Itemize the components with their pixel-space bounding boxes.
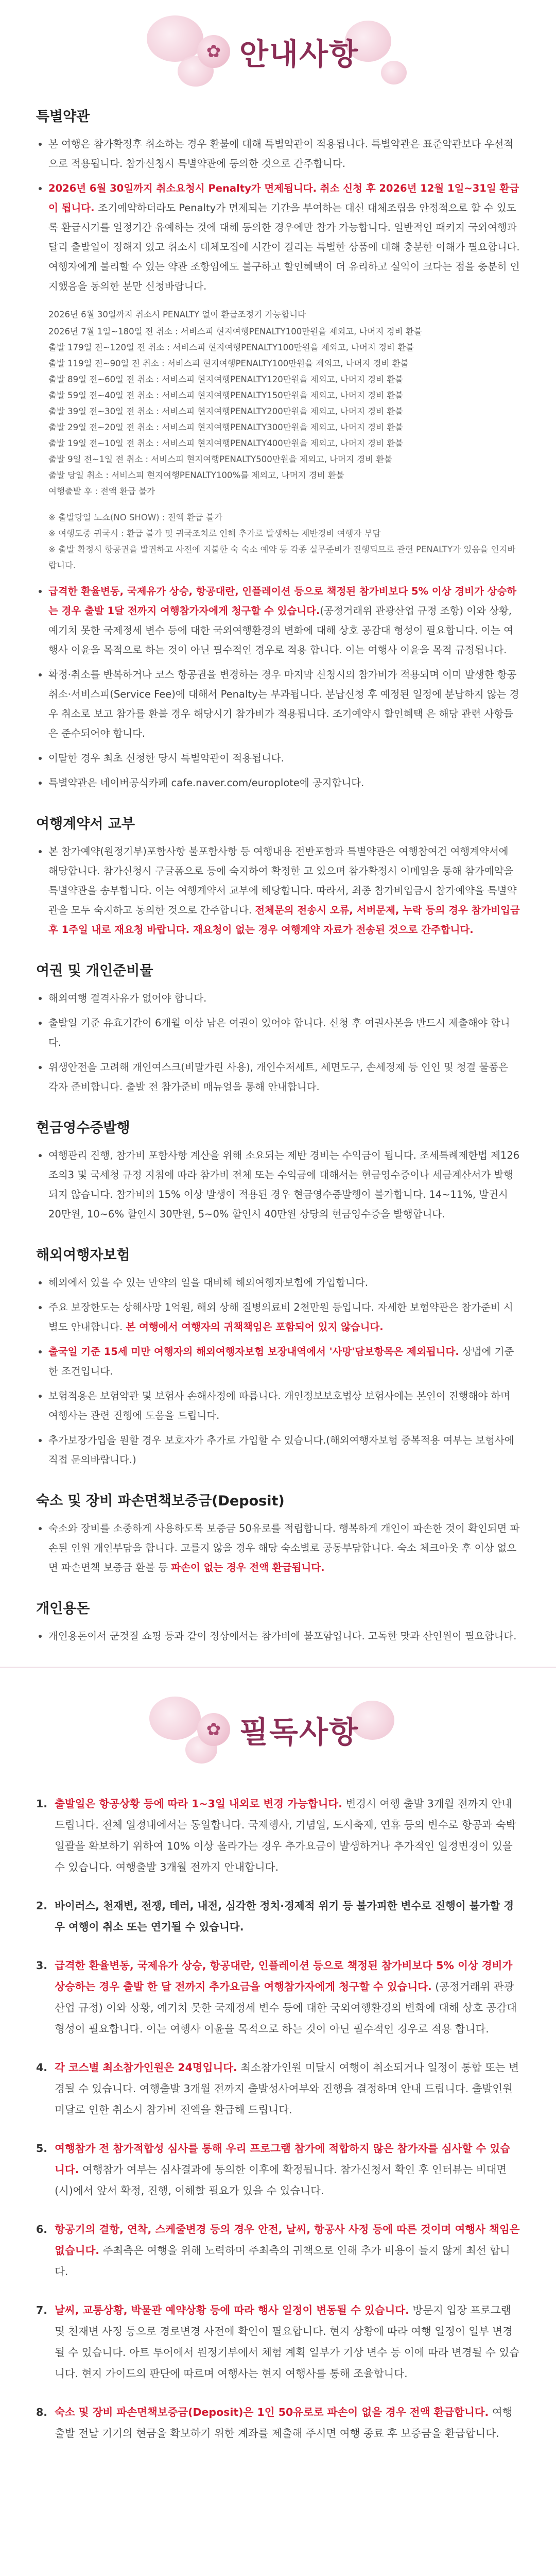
item-number: 8. (36, 2406, 48, 2418)
penalty-row: 출발 179일 전~120일 전 취소 : 서비스피 현지여행PENALTY100만원을 제외고, 나머지 경비 환불 (48, 343, 414, 352)
penalty-row: 출발 29일 전~20일 전 취소 : 서비스피 현지여행PENALTY300만원을 제외고, 나머지 경비 환불 (48, 422, 404, 432)
list-item: • 위생안전을 고려해 개인여스크(비말가린 사용), 개인수저세트, 세면도구, 손세정제 등 인인 및 청결 물품은 각자 준비합니다. 출발 전 참가준비 매뉴얼을 통해 안내합니다. (48, 1058, 520, 1097)
penalty-row: 출발 19일 전~10일 전 취소 : 서비스피 현지여행PENALTY400만원을 제외고, 나머지 경비 환불 (48, 438, 404, 448)
emphasis-text: 출발일은 항공상황 등에 따라 1~3일 내외로 변경 가능합니다. (55, 1798, 342, 1810)
body-text: 여행참가 여부는 심사결과에 동의한 이후에 확정됩니다. 참가신청서 확인 후 인터뷰는 비대면(시)에서 앞서 확정, 진행, 이해할 필요가 있을 수 있습니다. (55, 2163, 507, 2197)
emphasis-text: 각 코스별 최소참가인원은 24명입니다. (55, 2061, 237, 2074)
body-text: 방문지 입장 프로그램 및 천재변 사정 등으로 경로변경 사전에 확인이 필요합니다. 현지 상황에 따라 여행 일정이 일부 변경될 수 있습니다. 아트 투어에서 원정기부에서 체험 계획 일부가 기상 변수 등 이에 따라 변경될 수 있습니다. 현지 가이드의 판단에 따르며 여행사는 현지 여행사를 통해 조율합니다. (55, 2304, 519, 2380)
section-header-must-read (0, 1678, 556, 1781)
body-text: 본 참가예약(원정기부)포함사항 불포함사항 등 여행내용 전반포함과 특별약관은 여행참여건 여행계약서에 해당합니다. 참가신청시 구글폼으로 등에 숙지하여 확정한 고 있으며 참가확정시 이메일을 통해 참가예약을 특별약관을 송부합니다. 이는 여행계약서 교부에 해당합니다. 따라서, 최종 참가비입금시 참가예약을 특별약관을 모두 숙지하고 동의한 것으로 간주합니다. (48, 845, 517, 916)
list-item (36, 2057, 520, 2121)
list-item: • 해외에서 있을 수 있는 만약의 일을 대비해 해외여행자보험에 가입합니다. (48, 1273, 520, 1293)
list-item (48, 1519, 520, 1578)
section-divider (0, 1667, 556, 1668)
item-number: 1. (36, 1798, 48, 1810)
emphasis-text: 급격한 환율변동, 국제유가 상승, 항공대란, 인플레이션 등으로 책정된 참가비보다 5% 이상 경비가 상승하는 경우 출발 1달 전까지 여행참가자에게 청구할 수 있습니다. (48, 585, 517, 617)
body-text: 여행 출발 전날 기기의 현금을 확보하기 위한 계좌를 제출해 주시면 여행 종료 후 보증금을 환급합니다. (55, 2406, 513, 2439)
list-item (48, 1298, 520, 1337)
note-line: ※ 출발 확정시 항공권을 발권하고 사전에 지불한 숙 숙소 예약 등 각종 실무준비가 진행되므로 관련 PENALTY가 있음을 인지바랍니다. (48, 545, 516, 570)
item-number: 5. (36, 2142, 48, 2155)
emphasis-text: 파손이 없는 경우 전액 환급됩니다. (171, 1562, 325, 1573)
bullet-list (36, 134, 520, 296)
category-title: 해외여행자보험 (36, 1247, 130, 1263)
list-item: • 확정·취소를 반복하거나 코스 항공권을 변경하는 경우 마지막 신청시의 참가비가 적용되며 이미 발생한 항공취소·서비스피(Service Fee)에 대해서 Penalty는 부과됩니다. 분납신청 후 예정된 일정에 분납하지 않는 경우 취소로 보고 참가를 환불 경우 해당시기 참가비가 적용됩니다. 조기예약시 할인혜택 은 해당 관련 사항들은 준수되어야 합니다. (48, 665, 520, 743)
body-text: (공정거래위 관광산업 규정 조항) 이와 상황, 예기치 못한 국제정세 변수 등에 대한 국외여행환경의 변화에 대해 상호 공감대 형성이 필요합니다. 이는 여행사 이윤을 목적으로 하는 것이 아닌 필수적인 경우로 적용 합니다. 이는 여행사 이윤을 목적 규정됩니다. (48, 605, 513, 656)
penalty-row: 출발 59일 전~40일 전 취소 : 서비스피 현지여행PENALTY150만원을 제외고, 나머지 경비 환불 (48, 391, 404, 400)
petal-decoration (381, 61, 407, 84)
body-text: 최소참가인원 미달시 여행이 취소되거나 일정이 통합 또는 변경될 수 있습니다. 여행출발 3개월 전까지 출발성사여부와 진행을 결정하며 안내 드립니다. 출발인원 미달로 인한 취소시 참가비 전액을 환급해 드립니다. (55, 2061, 519, 2116)
category-title: 여행계약서 교부 (36, 816, 135, 832)
penalty-row: 출발 당일 취소 : 서비스피 현지여행PENALTY100%를 제외고, 나머지 경비 환불 (48, 470, 344, 480)
penalty-row: 2026년 7월 1일~180일 전 취소 : 서비스피 현지여행PENALTY100만원을 제외고, 나머지 경비 환불 (48, 327, 422, 336)
list-item (36, 2219, 520, 2282)
body-text: 조기예약하더라도 Penalty가 면제되는 기간을 부여하는 대신 대체조립을 안정적으로 할 수 있도록 환급시기를 일정기간 유예하는 것에 대해 동의한 경우에만 참가 가능합니다. 일반적인 패키지 국외여행과 달리 출발일이 정해져 있고 취소시 대체모집에 시간이 걸리는 특별한 상품에 대해 충분한 이해가 필요합니다. 여행자에게 불리할 수 있는 약관 조항임에도 불구하고 할인혜택이 더 유리하고 실익이 크다는 점을 충분히 인지했음을 동의한 분만 신청바랍니다. (48, 202, 520, 292)
emphasis-text: 항공기의 결항, 연착, 스케줄변경 등의 경우 안전, 날씨, 항공사 사정 등에 따른 것이며 여행사 책임은 없습니다. (55, 2223, 520, 2257)
emphasis-text: 본 여행에서 여행자의 귀책책임은 포함되어 있지 않습니다. (126, 1321, 384, 1333)
emphasis-text: 2026년 6월 30일까지 취소요청시 Penalty가 면제됩니다. 취소 신청 후 2026년 12월 1일~31일 환급이 됩니다. (48, 182, 519, 214)
list-item (36, 2402, 520, 2444)
item-number: 6. (36, 2223, 48, 2235)
list-item: • 해외여행 결격사유가 없어야 합니다. (48, 989, 520, 1008)
note-line: ※ 여행도중 귀국시 : 환급 불가 및 귀국조치로 인해 추가로 발생하는 제반경비 여행자 부담 (48, 529, 381, 538)
section-title: 안내사항 (239, 37, 359, 72)
emphasis-text: 전체문의 전송시 오류, 서버문제, 누락 등의 경우 참가비입금 후 1주일 내로 재요청 바랍니다. 재요청이 없는 경우 여행계약 자료가 전송된 것으로 간주합니다. (48, 904, 520, 936)
penalty-table-head: 2026년 6월 30일까지 취소시 PENALTY 없이 환급조정기 가능합니다 (48, 310, 306, 319)
body-text: (공정거래위 관광산업 규정) 이와 상황, 예기치 못한 국제정세 변수 등에 대한 국외여행환경의 변화에 대해 상호 공감대 형성이 필요합니다. 이는 여행사 이윤을 목적으로 하는 것이 아닌 필수적인 경우로 적용 합니다. (55, 1980, 517, 2035)
emphasis-text: 출국일 기준 15세 미만 여행자의 해외여행자보험 보장내역에서 '사망'담보항목은 제외됩니다. (48, 1346, 459, 1358)
category-title: 특별약관 (36, 109, 90, 125)
petal-decoration (147, 15, 203, 62)
item-number: 7. (36, 2304, 48, 2316)
emphasis-text: 여행참가 전 참가적합성 심사를 통해 우리 프로그램 참가에 적합하지 않은 참가자를 심사할 수 있습니다. (55, 2142, 510, 2176)
item-number: 2. (36, 1900, 48, 1912)
bullet-list (36, 1146, 520, 1224)
item-number: 3. (36, 1959, 48, 1972)
emphasis-text: 숙소 및 장비 파손면책보증금(Deposit)은 1인 50유로로 파손이 없을 경우 전액 환급합니다. (55, 2406, 489, 2418)
emphasis-text: 바이러스, 천재변, 전쟁, 테러, 내전, 심각한 정치·경제적 위기 등 불가피한 변수로 진행이 불가할 경우 여행이 취소 또는 연기될 수 있습니다. (55, 1900, 514, 1933)
bullet-list (36, 842, 520, 940)
list-item (48, 582, 520, 660)
category-title: 여권 및 개인준비물 (36, 963, 153, 979)
list-item (48, 1342, 520, 1381)
category-title: 숙소 및 장비 파손면책보증금(Deposit) (36, 1493, 285, 1509)
notice-content (0, 105, 556, 1646)
list-item (36, 1895, 520, 1938)
list-item: • 본 여행은 참가확정후 취소하는 경우 환불에 대해 특별약관이 적용됩니다. 특별약관은 표준약관보다 우선적으로 적용됩니다. 참가신청시 특별약관에 동의한 것으로 간주합니다. (48, 134, 520, 174)
emphasis-text: 날씨, 교통상황, 박물관 예약상황 등에 따라 행사 일정이 변동될 수 있습니다. (55, 2304, 409, 2316)
bullet-list (36, 1519, 520, 1578)
section-title: 필독사항 (239, 1715, 359, 1750)
list-item: • 개인용돈이서 군것질 쇼핑 등과 같이 정상에서는 참가비에 불포함입니다. 고독한 맛과 산인원이 필요합니다. (48, 1626, 520, 1646)
penalty-row: 여행출발 후 : 전액 환급 불가 (48, 486, 155, 496)
must-read-list (0, 1793, 556, 2444)
flower-icon: ✿ (197, 35, 230, 68)
list-item: • 보험적용은 보험약관 및 보험사 손해사정에 따릅니다. 개인정보보호법상 보험사에는 본인이 진행해야 하며 여행사는 관련 진행에 도움을 드립니다. (48, 1386, 520, 1426)
list-item: • 이탈한 경우 최초 신청한 당시 특별약관이 적용됩니다. (48, 749, 520, 768)
note-line: ※ 출발당일 노쇼(NO SHOW) : 전액 환급 불가 (48, 513, 222, 522)
list-item (36, 2300, 520, 2384)
body-text: 주최측은 여행을 위해 노력하며 주최측의 귀책으로 인해 추가 비용이 들지 않게 최선 합니다. (55, 2244, 510, 2278)
list-item: • 출발일 기준 유효기간이 6개월 이상 남은 여권이 있어야 합니다. 신청 후 여권사본을 반드시 제출해야 합니다. (48, 1013, 520, 1053)
category-title: 현금영수증발행 (36, 1120, 130, 1136)
list-item: • 추가보장가입을 원할 경우 보호자가 추가로 가입할 수 있습니다.(해외여행자보험 중복적용 여부는 보험사에 직접 문의바랍니다.) (48, 1431, 520, 1470)
emphasis-text: 급격한 환율변동, 국제유가 상승, 항공대란, 인플레이션 등으로 책정된 참가비보다 5% 이상 경비가 상승하는 경우 출발 한 달 전까지 추가요금을 여행참가자에게 청구할 수 있습니다. (55, 1959, 513, 1993)
list-item: • 여행관리 진행, 참가비 포함사항 계산을 위해 소요되는 제반 경비는 수익금이 됩니다. 조세특례제한법 제126조의3 및 국세청 규정 지침에 따라 참가비 전체 또는 수익금에 대해서는 현금영수증이나 세금계산서가 발행되지 않습니다. 참가비의 15% 이상 발생이 적용된 경우 현금영수증발행이 불가합니다. 14~11%, 발권시 20만원, 10~6% 할인시 30만원, 5~0% 할인시 40만원 상당의 현금영수증을 발행합니다. (48, 1146, 520, 1224)
body-text: 변경시 여행 출발 3개월 전까지 안내드립니다. 전체 일정내에서는 동일합니다. 국제행사, 기념일, 도시축제, 연휴 등의 변수로 항공과 숙박 일괄을 확보하기 위하여 10% 이상 올라가는 경우 추가요금이 발생하거나 추가적인 일정변경이 있을 수 있습니다. 여행출발 3개월 전까지 안내합니다. (55, 1798, 516, 1873)
notes (36, 510, 520, 573)
penalty-row: 출발 119일 전~90일 전 취소 : 서비스피 현지여행PENALTY100만원을 제외고, 나머지 경비 환불 (48, 359, 409, 368)
list-item (48, 179, 520, 296)
penalty-table (36, 307, 520, 499)
petal-decoration (149, 1697, 201, 1740)
list-item (36, 2138, 520, 2201)
bullet-list (36, 582, 520, 793)
bullet-list (36, 989, 520, 1097)
category-title: 개인용돈 (36, 1601, 90, 1617)
penalty-row: 출발 39일 전~30일 전 취소 : 서비스피 현지여행PENALTY200만원을 제외고, 나머지 경비 환불 (48, 406, 404, 416)
flower-icon: ✿ (197, 1713, 230, 1746)
body-text: 상법에 기준한 조건입니다. (48, 1346, 514, 1377)
list-item (36, 1955, 520, 2040)
body-text: 숙소와 장비를 소중하게 사용하도록 보증금 50유로를 적립합니다. 행복하게 개인이 파손한 것이 확인되면 파손된 인원 개인부담을 합니다. 고를지 않을 경우 해당 숙소별로 공동부담합니다. 숙소 체크아웃 후 이상 없으면 파손면책 보증금 환불 등 (48, 1522, 520, 1573)
list-item (36, 1793, 520, 1878)
list-item: • 특별약관은 네이버공식카페 cafe.naver.com/europlote에 공지합니다. (48, 773, 520, 793)
bullet-list (36, 1626, 520, 1646)
item-number: 4. (36, 2061, 48, 2074)
body-text: 주요 보장한도는 상해사망 1억원, 해외 상해 질병의료비 2천만원 등입니다. 자세한 보험약관은 참가준비 시 별도 안내합니다. (48, 1301, 513, 1333)
bullet-list (36, 1273, 520, 1470)
penalty-row: 출발 89일 전~60일 전 취소 : 서비스피 현지여행PENALTY120만원을 제외고, 나머지 경비 환불 (48, 375, 404, 384)
penalty-row: 출발 9일 전~1일 전 취소 : 서비스피 현지여행PENALTY500만원을 제외고, 나머지 경비 환불 (48, 454, 393, 464)
section-header-notice (0, 0, 556, 103)
list-item (48, 842, 520, 940)
